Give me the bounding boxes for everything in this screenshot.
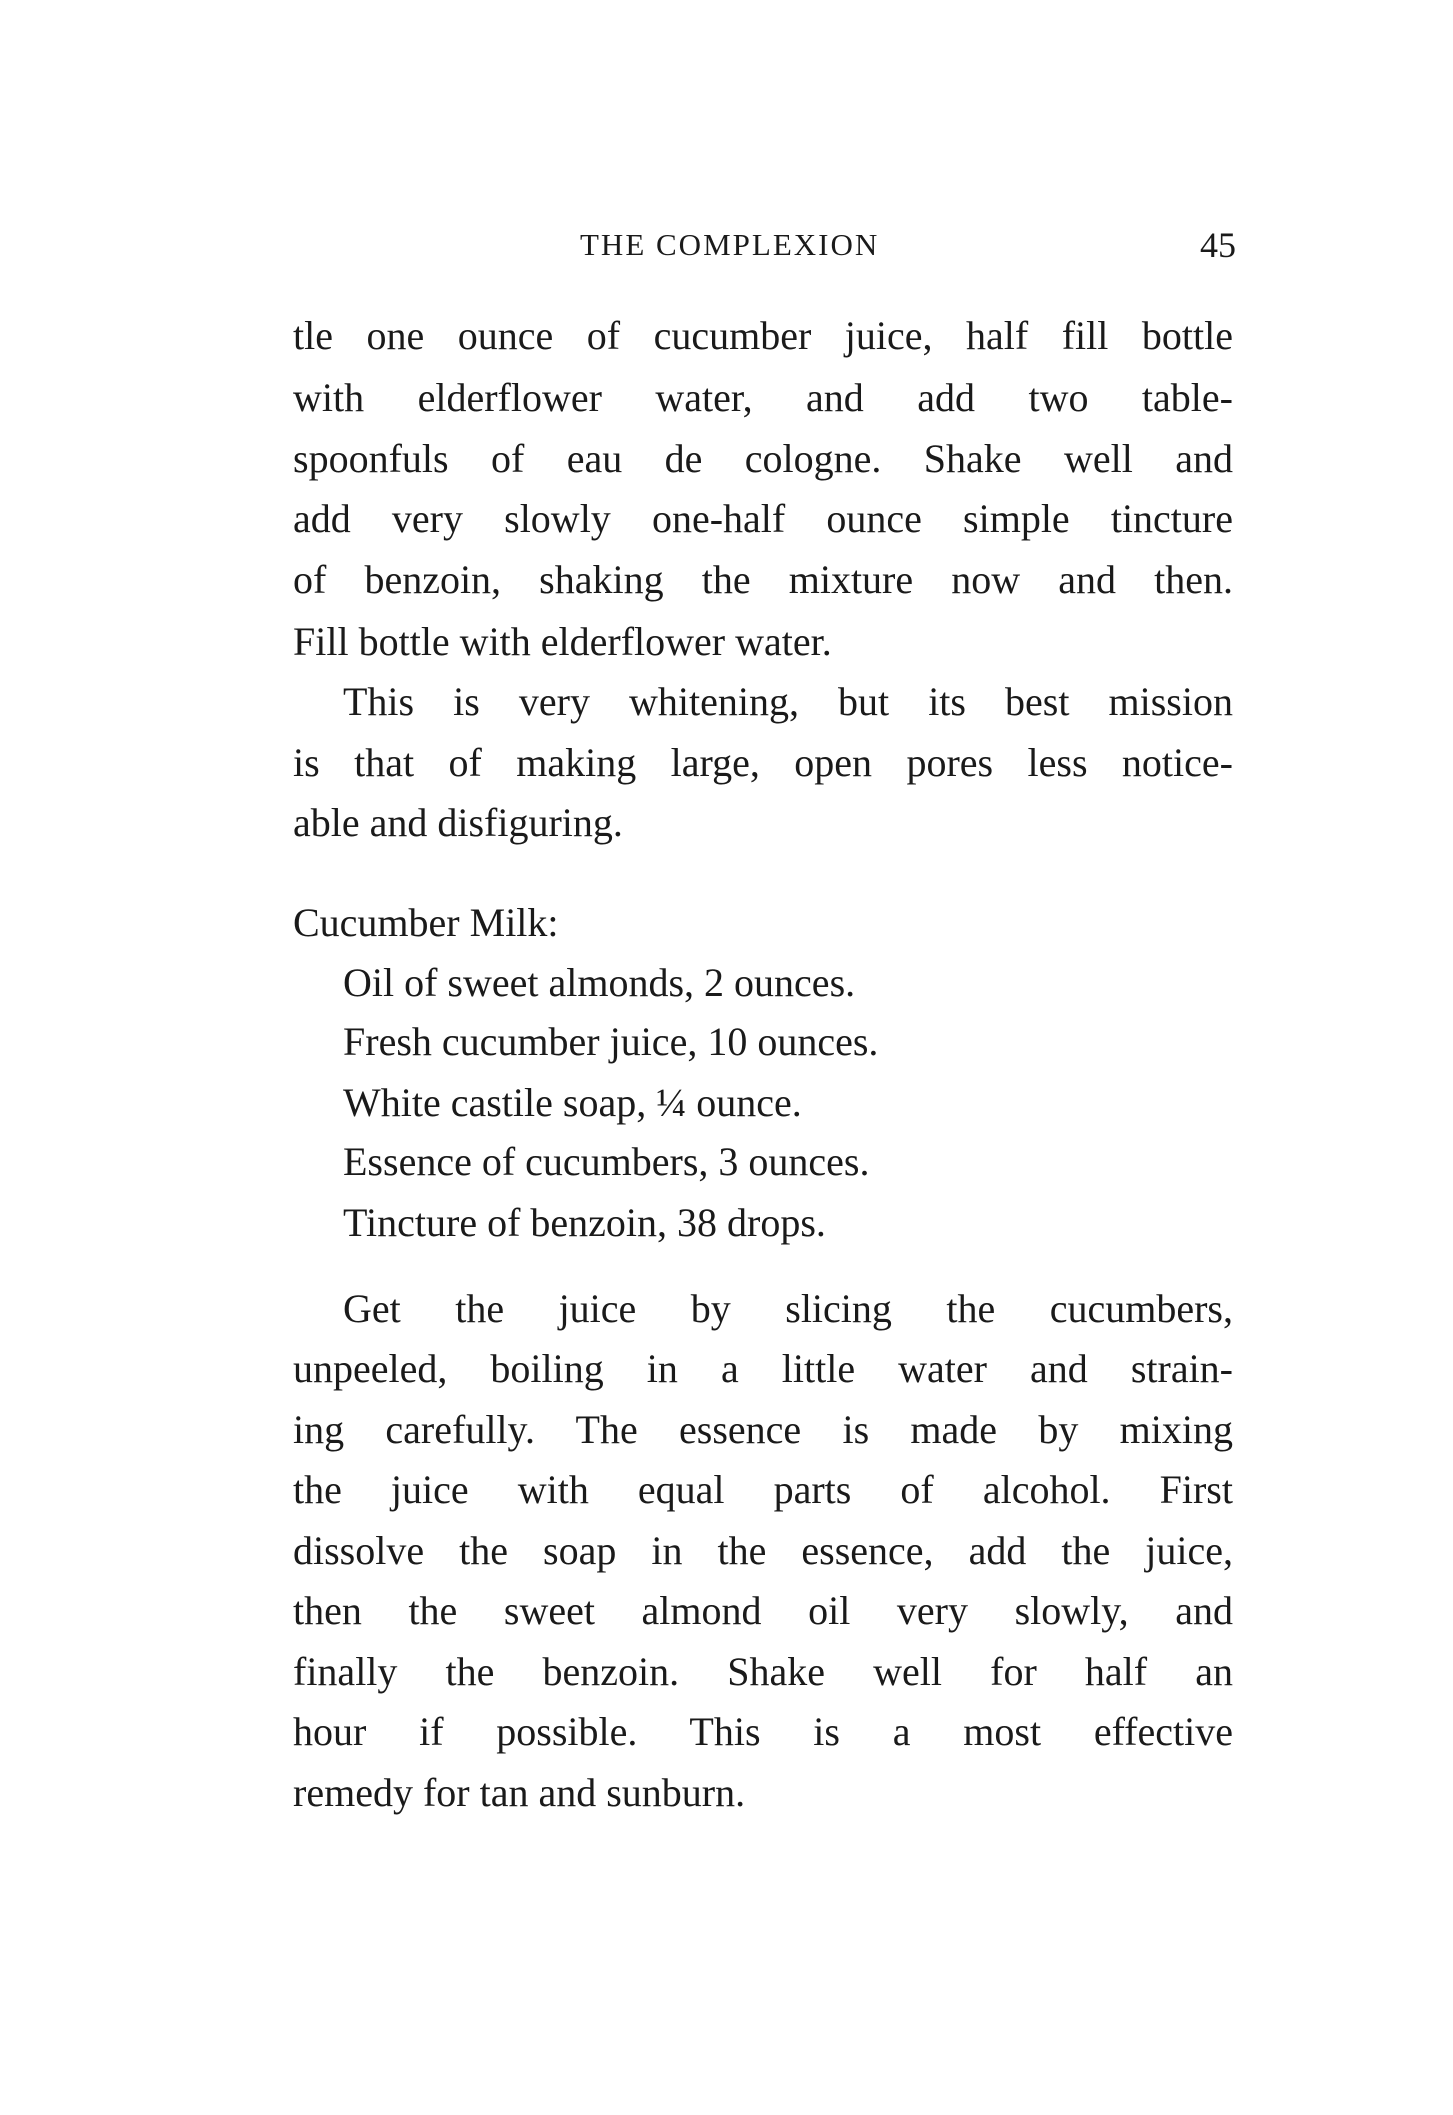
text-line: Get the juice by slicing the cucumbers, (343, 1286, 1233, 1331)
running-header: THE COMPLEXION (580, 227, 880, 262)
text-line: of benzoin, shaking the mixture now and then. (293, 557, 1233, 602)
text-line: tle one ounce of cucumber juice, half fill bottle (293, 313, 1233, 358)
text-line: Fill bottle with elderflower water. (293, 619, 832, 664)
text-line: This is very whitening, but its best mission (343, 679, 1233, 724)
ingredient: Tincture of benzoin, 38 drops. (343, 1200, 826, 1245)
text-line: dissolve the soap in the essence, add the juice, (293, 1528, 1233, 1573)
text-line: add very slowly one-half ounce simple tincture (293, 496, 1233, 541)
text-line: hour if possible. This is a most effective (293, 1709, 1233, 1754)
text-line: then the sweet almond oil very slowly, and (293, 1588, 1233, 1633)
ingredient: Fresh cucumber juice, 10 ounces. (343, 1019, 879, 1064)
text-line: ing carefully. The essence is made by mixing (293, 1407, 1233, 1452)
page-number: 45 (1200, 225, 1236, 265)
text-line: able and disfiguring. (293, 800, 623, 845)
ingredient: Essence of cucumbers, 3 ounces. (343, 1139, 870, 1184)
ingredient: Oil of sweet almonds, 2 ounces. (343, 960, 856, 1005)
text-line: spoonfuls of eau de cologne. Shake well and (293, 436, 1233, 481)
text-line: remedy for tan and sunburn. (293, 1770, 746, 1815)
text-line: finally the benzoin. Shake well for half an (293, 1649, 1233, 1694)
text-line: unpeeled, boiling in a little water and strain- (293, 1346, 1233, 1391)
text-line: with elderflower water, and add two table- (293, 375, 1233, 420)
text-line: is that of making large, open pores less notice- (293, 740, 1233, 785)
text-line: the juice with equal parts of alcohol. First (293, 1467, 1233, 1512)
ingredient: White castile soap, ¼ ounce. (343, 1080, 802, 1125)
recipe-title: Cucumber Milk: (293, 900, 559, 945)
